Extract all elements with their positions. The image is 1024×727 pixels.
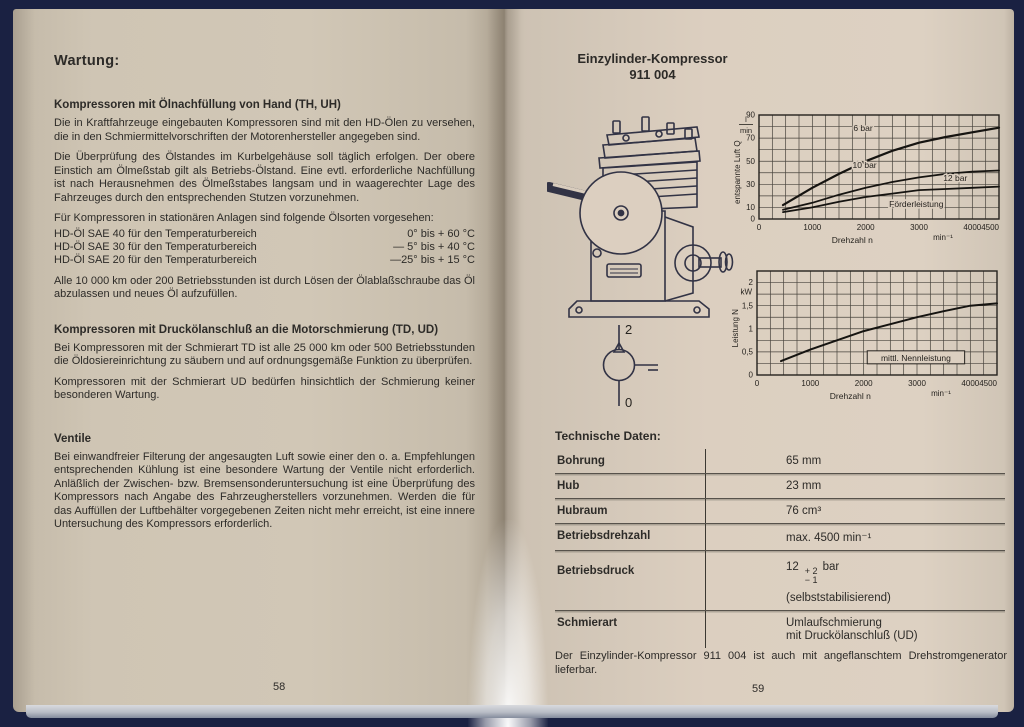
row-value — [705, 611, 1005, 648]
pressure-minus: − 1 — [804, 575, 818, 585]
svg-text:0: 0 — [754, 379, 760, 388]
svg-text:min⁻¹: min⁻¹ — [933, 233, 953, 242]
pressure-plus: + 2 — [804, 566, 818, 576]
pressure-tolerance — [805, 567, 818, 585]
svg-text:3000: 3000 — [910, 223, 928, 232]
page-right — [505, 9, 1014, 712]
svg-text:kW: kW — [740, 287, 752, 297]
oil-grade-range: — 5° bis + 40 °C — [393, 240, 475, 253]
svg-text:1000: 1000 — [801, 379, 820, 388]
svg-text:Drehzahl n: Drehzahl n — [831, 235, 873, 245]
row-value: 65 mm — [705, 449, 1005, 473]
tech-data-heading: Technische Daten: — [555, 429, 661, 443]
oil-grade-row — [54, 254, 475, 267]
table-row — [555, 449, 1005, 474]
svg-text:10: 10 — [746, 203, 755, 213]
schmierart-line1: Umlaufschmierung — [786, 617, 882, 629]
row-label: Schmierart — [557, 617, 618, 629]
svg-text:0,5: 0,5 — [741, 347, 753, 357]
svg-text:1,5: 1,5 — [741, 301, 753, 311]
svg-text:l: l — [745, 115, 747, 124]
svg-text:10 bar: 10 bar — [852, 160, 877, 171]
section-heading-druckoel: Kompressoren mit Druckölanschluß an die Motorschmierung (TD, UD) — [54, 323, 439, 336]
oil-grade-row — [54, 228, 475, 241]
svg-text:70: 70 — [746, 133, 755, 143]
row-value: max. 4500 min⁻¹ — [705, 524, 1005, 550]
paragraph: Die Überprüfung des Ölstandes im Kurbelgehäuse soll täglich erfolgen. Der obere Einstich am Ölmeßstab gilt als Betriebs-Ölstand. Eine evtl. erforderliche Nachfüllung ist nach Herausnehmen des Ölmeßstabes langsam und in waagerechter Lage des Fahrzeuges durch den entsprechenden Stutzen vorzunehmen. — [54, 151, 475, 204]
svg-text:2: 2 — [748, 278, 753, 288]
right-page-title-line1: Einzylinder-Kompressor — [577, 51, 728, 66]
symbol-port-0-label: 0 — [625, 395, 633, 410]
pressure-unit: bar — [822, 561, 840, 573]
svg-text:2000: 2000 — [854, 379, 873, 388]
table-row — [555, 474, 1005, 499]
svg-text:3000: 3000 — [908, 379, 926, 388]
right-page-title — [545, 51, 760, 83]
symbol-port-2-label: 2 — [625, 322, 633, 337]
paragraph: Bei Kompressoren mit der Schmierart TD ist alle 25 000 km oder 500 Betriebsstunden die Öldosiereinrichtung zu säubern und auf ordnungsgemäße Funktion zu überprüfen. — [54, 341, 475, 367]
row-label: Betriebsdruck — [557, 565, 635, 577]
right-page-title-line2: 911 004 — [629, 67, 676, 82]
svg-text:30: 30 — [746, 179, 755, 189]
svg-text:1: 1 — [748, 324, 753, 334]
left-text-column — [54, 53, 475, 539]
svg-text:50: 50 — [746, 156, 755, 166]
svg-text:1000: 1000 — [803, 223, 822, 232]
svg-text:Förderleistung: Förderleistung — [889, 199, 944, 210]
svg-text:4000: 4000 — [963, 223, 982, 232]
tech-data-table — [555, 449, 1005, 648]
book-gutter-highlight — [468, 520, 548, 727]
pneumatic-symbol — [581, 317, 663, 413]
table-row-betriebsdruck — [555, 551, 1005, 611]
oil-grade-label: HD-Öl SAE 20 für den Temperaturbereich — [54, 253, 257, 266]
svg-text:Drehzahl n: Drehzahl n — [829, 391, 871, 401]
row-label: Bohrung — [557, 455, 605, 467]
right-page-footer-text: Der Einzylinder-Kompressor 911 004 ist auch mit angeflanschtem Drehstromgenerator lieferbar. — [555, 650, 1007, 676]
svg-text:min: min — [739, 126, 753, 135]
svg-text:2000: 2000 — [856, 223, 875, 232]
svg-text:mittl. Nennleistung: mittl. Nennleistung — [880, 352, 951, 363]
table-row — [555, 499, 1005, 524]
chart-nennleistung — [731, 265, 1003, 415]
row-label: Betriebsdrehzahl — [557, 530, 651, 542]
oil-grade-range: —25° bis + 15 °C — [390, 253, 475, 266]
oil-grade-range: 0° bis + 60 °C — [407, 227, 475, 240]
page-left — [13, 9, 505, 712]
svg-text:4500: 4500 — [979, 379, 997, 388]
page-number-left: 58 — [273, 681, 286, 693]
svg-text:4500: 4500 — [981, 223, 999, 232]
svg-text:4000: 4000 — [961, 379, 980, 388]
svg-text:min⁻¹: min⁻¹ — [931, 389, 951, 398]
page-title: Wartung: — [54, 53, 120, 69]
row-value: 23 mm — [705, 474, 1005, 498]
svg-text:0: 0 — [748, 370, 753, 380]
svg-text:6 bar: 6 bar — [853, 123, 873, 134]
row-label: Hub — [557, 480, 580, 492]
oil-grade-label: HD-Öl SAE 40 für den Temperaturbereich — [54, 227, 257, 240]
oil-grade-label: HD-Öl SAE 30 für den Temperaturbereich — [54, 240, 257, 253]
svg-text:0: 0 — [756, 223, 762, 232]
oil-grade-row — [54, 241, 475, 254]
svg-text:Leistung N: Leistung N — [731, 309, 740, 348]
svg-text:0: 0 — [750, 214, 755, 224]
row-value — [705, 551, 1005, 610]
svg-text:entspannte Luft Q: entspannte Luft Q — [733, 140, 742, 205]
paragraph: Bei einwandfreier Filterung der angesaugten Luft sowie einer den o. a. Empfehlungen entsprechenden Kühlung ist eine besondere Wartung der Ventile nicht erforderlich. Anläßlich der Zwischen- bzw. Bremsensonderuntersuchung ist eine Überprüfung des Kompressors nach Angabe des Fahrzeugherstellers vorzunehmen. Werden die für das Auffüllen der Luftbehälter vorgegebenen Zeiten nicht mehr erreicht, ist eine innere Untersuchung des Kompressors erforderlich. — [54, 450, 475, 530]
svg-text:12 bar: 12 bar — [943, 172, 968, 183]
page-number-right: 59 — [752, 683, 765, 695]
row-label: Hubraum — [557, 505, 608, 517]
svg-text:90: 90 — [746, 110, 755, 120]
book-page-edges — [26, 705, 998, 718]
row-value: 76 cm³ — [705, 499, 1005, 523]
paragraph: Kompressoren mit der Schmierart UD bedürfen hinsichtlich der Schmierung keiner besonderen Wartung. — [54, 375, 475, 401]
pressure-base: 12 — [786, 561, 799, 573]
compressor-illustration — [547, 111, 735, 323]
chart-foerderleistung — [733, 109, 1005, 259]
section-heading-hand: Kompressoren mit Ölnachfüllung von Hand (TH, UH) — [54, 99, 341, 111]
paragraph: Alle 10 000 km oder 200 Betriebsstunden ist durch Lösen der Ölablaßschraube das Öl abzulassen und neues Öl aufzufüllen. — [54, 274, 475, 300]
paragraph: Die in Kraftfahrzeuge eingebauten Kompressoren sind mit den HD-Ölen zu versehen, die in den Schmiermittelvorschriften der Motorenhersteller angegeben sind. — [54, 117, 475, 143]
oil-grade-list — [54, 228, 475, 267]
table-row-schmierart — [555, 611, 1005, 648]
section-heading-ventile: Ventile — [54, 432, 92, 445]
schmierart-line2: mit Druckölanschluß (UD) — [786, 630, 918, 642]
pressure-note: (selbststabilisierend) — [786, 592, 891, 604]
paragraph: Für Kompressoren in stationären Anlagen sind folgende Ölsorten vorgesehen: — [54, 212, 434, 224]
table-row — [555, 524, 1005, 551]
